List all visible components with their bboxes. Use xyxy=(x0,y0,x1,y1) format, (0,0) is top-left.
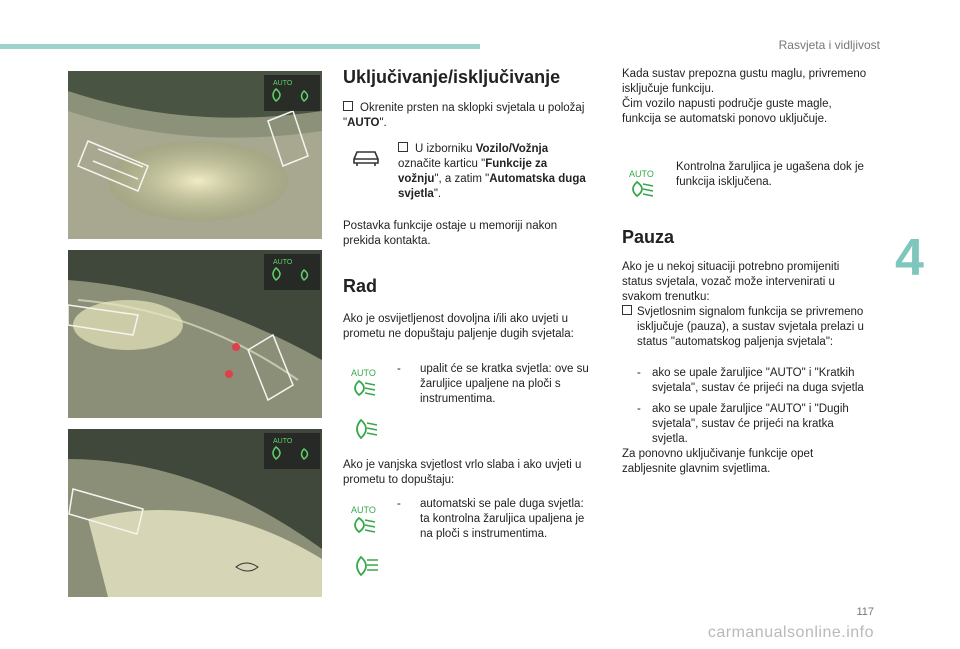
chapter-number: 4 xyxy=(895,229,924,287)
fog-note: Kada sustav prepozna gustu maglu, privremeno isključuje funkciju. Čim vozilo napusti područje guste magle, funkcija se automatski ponovo uključuje. xyxy=(622,68,867,125)
step-ring-to-auto: Okrenite prsten na sklopki svjetala u položaj "AUTO". xyxy=(343,102,585,129)
watermark: carmanualsonline.info xyxy=(707,624,874,641)
bullet-square-icon xyxy=(398,142,408,152)
dash-marker: - xyxy=(397,498,401,510)
operation-intro: Ako je osvijetljenost dovoljna i/ili ako uvjeti u prometu ne dopuštaju paljenje dugih svjetala: xyxy=(343,313,574,340)
svg-text:AUTO: AUTO xyxy=(273,80,293,87)
bullet-square-icon xyxy=(622,305,632,320)
pause-bullet: Svjetlosnim signalom funkcija se privremeno isključuje (pauza), a sustav svjetala prelazi u status "automatskog paljenja svjetala": xyxy=(637,306,864,348)
high-beam-description: automatski se pale duga svjetla: ta kontrolna žaruljica upaljena je na ploči s instrumentima. xyxy=(420,498,585,540)
bullet-square-icon xyxy=(343,101,353,111)
auto-lowbeam-indicator-icon xyxy=(264,254,320,290)
operation-intro-dark: Ako je vanjska svjetlost vrlo slaba i ako uvjeti u prometu to dopuštaju: xyxy=(343,459,582,486)
dash-marker: - xyxy=(637,367,641,379)
svg-text:AUTO: AUTO xyxy=(351,505,376,515)
section-heading-switching: Uključivanje/isključivanje xyxy=(343,67,561,87)
step-menu-vehicle-driving: U izborniku Vozilo/Vožnja označite karticu "Funkcije za vožnju", a zatim "Automatska duga svjetla". xyxy=(398,143,586,200)
pause-intro: Ako je u nekoj situaciji potrebno promijeniti status svjetala, vozač može intervenirati u svakom trenutku: xyxy=(622,261,840,303)
pause-sub-item-1: ako se upale žaruljice "AUTO" i "Kratkih svjetala", sustav će prijeći na duga svjetla xyxy=(652,367,864,394)
dash-marker: - xyxy=(397,363,401,375)
high-beam-icon xyxy=(352,555,384,577)
lamp-off-note: Kontrolna žaruljica je ugašena dok je funkcija isključena. xyxy=(676,161,864,188)
svg-text:AUTO: AUTO xyxy=(629,169,654,179)
memory-note: Postavka funkcije ostaje u memoriji nakon prekida kontakta. xyxy=(343,220,558,247)
page-number: 117 xyxy=(856,606,874,618)
dash-marker: - xyxy=(637,403,641,415)
section-heading-pause: Pauza xyxy=(622,227,675,247)
svg-text:AUTO: AUTO xyxy=(273,438,293,445)
illustration-high-beam xyxy=(68,429,322,597)
svg-text:AUTO: AUTO xyxy=(351,368,376,378)
illustration-low-beam xyxy=(68,250,322,418)
svg-text:AUTO: AUTO xyxy=(273,259,293,266)
auto-lamp-off-icon xyxy=(627,168,663,202)
pause-sub-item-2: ako se upale žaruljice "AUTO" i "Dugih svjetala", sustav će prijeći na kratka svjetla. xyxy=(652,403,849,445)
pause-outro: Za ponovno uključivanje funkcije opet zabljesnite glavnim svjetlima. xyxy=(622,448,814,475)
low-beam-description: upalit će se kratka svjetla: ove su žaruljice upaljene na ploči s instrumentima. xyxy=(420,363,589,405)
auto-lamp-icon xyxy=(349,367,385,401)
illustration-auto-lights xyxy=(68,71,322,239)
header-accent-bar xyxy=(0,44,480,49)
section-title: Rasvjeta i vidljivost xyxy=(778,38,880,52)
section-heading-operation: Rad xyxy=(343,276,378,296)
auto-lamp-icon xyxy=(349,504,385,538)
low-beam-icon xyxy=(352,418,384,440)
auto-lowbeam-indicator-icon xyxy=(264,75,320,111)
vehicle-icon xyxy=(351,144,381,168)
auto-highbeam-indicator-icon xyxy=(264,433,320,469)
